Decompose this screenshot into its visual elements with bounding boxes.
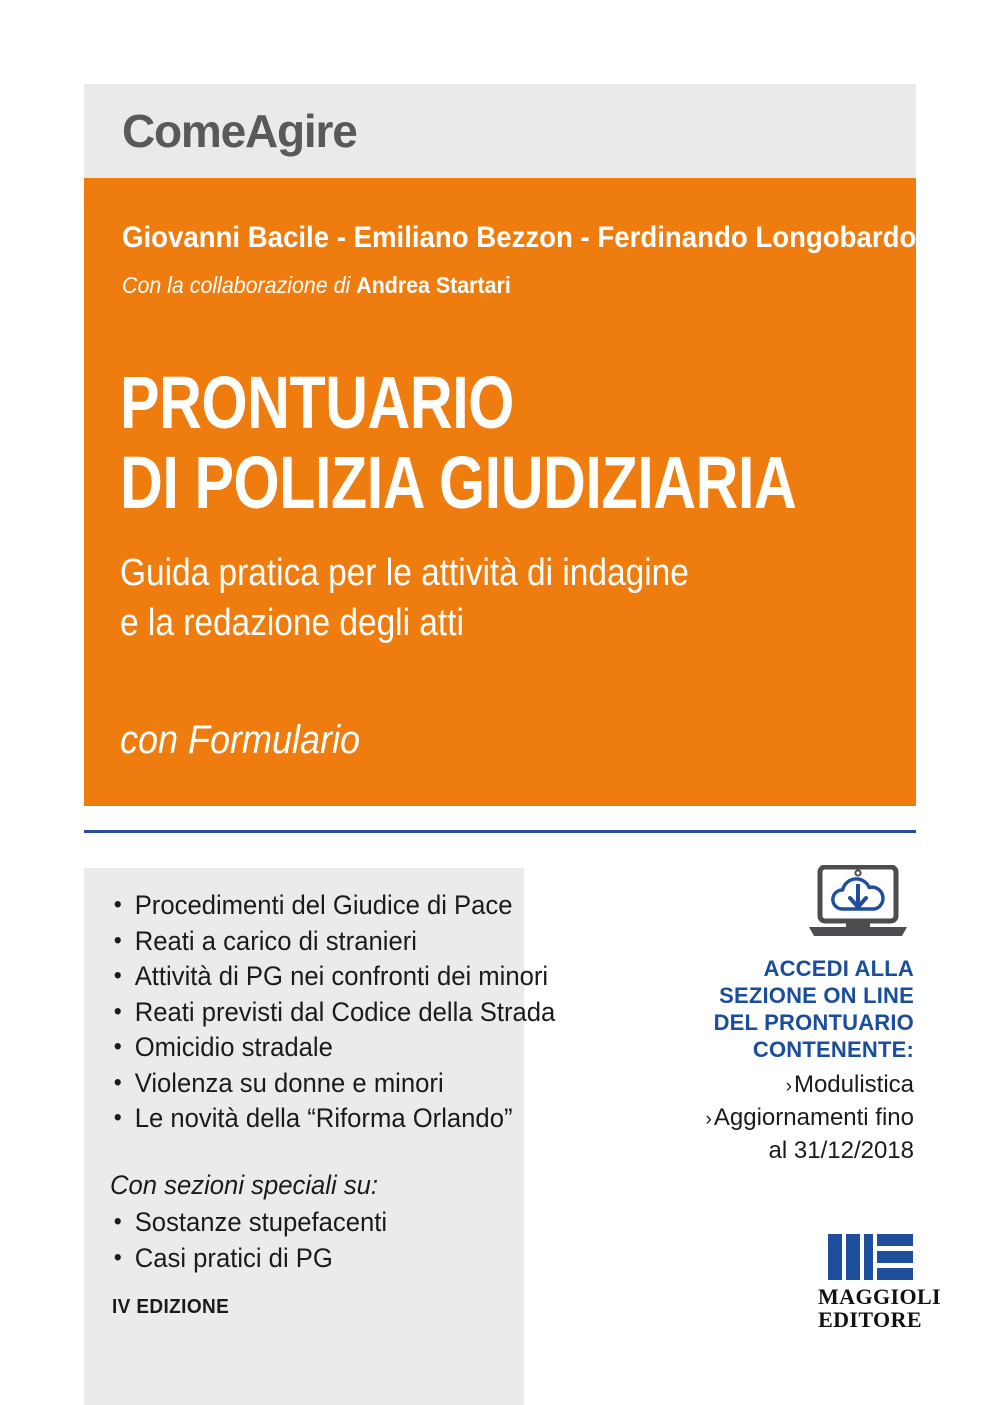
special-sections-heading: Con sezioni speciali su: bbox=[110, 1170, 379, 1200]
page-title bbox=[120, 361, 797, 524]
list-item: • Reati previsti dal Codice della Strada bbox=[110, 995, 490, 1031]
online-content-list bbox=[700, 1069, 916, 1166]
title-line-1: PRONTUARIO bbox=[120, 361, 514, 444]
subtitle bbox=[120, 548, 842, 648]
list-item: • Reati a carico di stranieri bbox=[110, 924, 490, 960]
online-heading-line-2: SEZIONE ON LINE bbox=[719, 983, 914, 1008]
online-heading-line-4: CONTENENTE: bbox=[752, 1037, 914, 1062]
laptop-cloud-download-icon bbox=[806, 865, 910, 941]
chevron-right-icon: › bbox=[705, 1109, 712, 1130]
online-access-heading bbox=[700, 955, 916, 1063]
list-item: • Violenza su donne e minori bbox=[110, 1066, 490, 1102]
publisher-name bbox=[818, 1284, 941, 1332]
collaboration-line bbox=[122, 270, 511, 300]
collaboration-prefix: Con la collaborazione di bbox=[122, 272, 357, 298]
subtitle-line-2: e la redazione degli atti bbox=[120, 602, 464, 644]
special-sections-list bbox=[110, 1205, 510, 1276]
publisher-logo bbox=[818, 1232, 941, 1332]
list-item: • Attività di PG nei confronti dei minori bbox=[110, 959, 490, 995]
list-item bbox=[700, 1102, 914, 1166]
series-logo: ComeAgire bbox=[122, 105, 357, 157]
list-item: • Le novità della “Riforma Orlando” bbox=[110, 1101, 490, 1137]
collaborator-name: Andrea Startari bbox=[356, 272, 511, 298]
divider bbox=[84, 830, 916, 833]
feature-list bbox=[110, 888, 556, 1137]
formulario-note: con Formulario bbox=[120, 718, 361, 762]
list-item: • Procedimenti del Giudice di Pace bbox=[110, 888, 490, 924]
online-heading-line-1: ACCEDI ALLA bbox=[763, 956, 914, 981]
list-item-label: Aggiornamenti fino al 31/12/2018 bbox=[713, 1104, 914, 1164]
list-item: • Casi pratici di PG bbox=[110, 1241, 490, 1277]
maggioli-me-monogram-icon bbox=[818, 1232, 922, 1282]
list-item: • Sostanze stupefacenti bbox=[110, 1205, 490, 1241]
edition-label: IV EDIZIONE bbox=[112, 1296, 230, 1318]
title-line-2: DI POLIZIA GIUDIZIARIA bbox=[120, 441, 797, 524]
publisher-name-line-1: MAGGIOLI bbox=[818, 1284, 941, 1309]
publisher-name-line-2: EDITORE bbox=[818, 1307, 922, 1332]
features-box bbox=[84, 868, 556, 1405]
subtitle-line-1: Guida pratica per le attività di indagine bbox=[120, 552, 689, 594]
chevron-right-icon: › bbox=[785, 1076, 792, 1097]
online-access-block bbox=[700, 865, 916, 1166]
list-item bbox=[700, 1069, 914, 1102]
series-band bbox=[84, 84, 916, 178]
list-item: • Omicidio stradale bbox=[110, 1030, 490, 1066]
hero-block bbox=[84, 178, 916, 806]
list-item-label: Modulistica bbox=[793, 1071, 914, 1098]
online-heading-line-3: DEL PRONTUARIO bbox=[713, 1010, 914, 1035]
authors: Giovanni Bacile - Emiliano Bezzon - Ferdinando Longobardo bbox=[122, 221, 917, 254]
